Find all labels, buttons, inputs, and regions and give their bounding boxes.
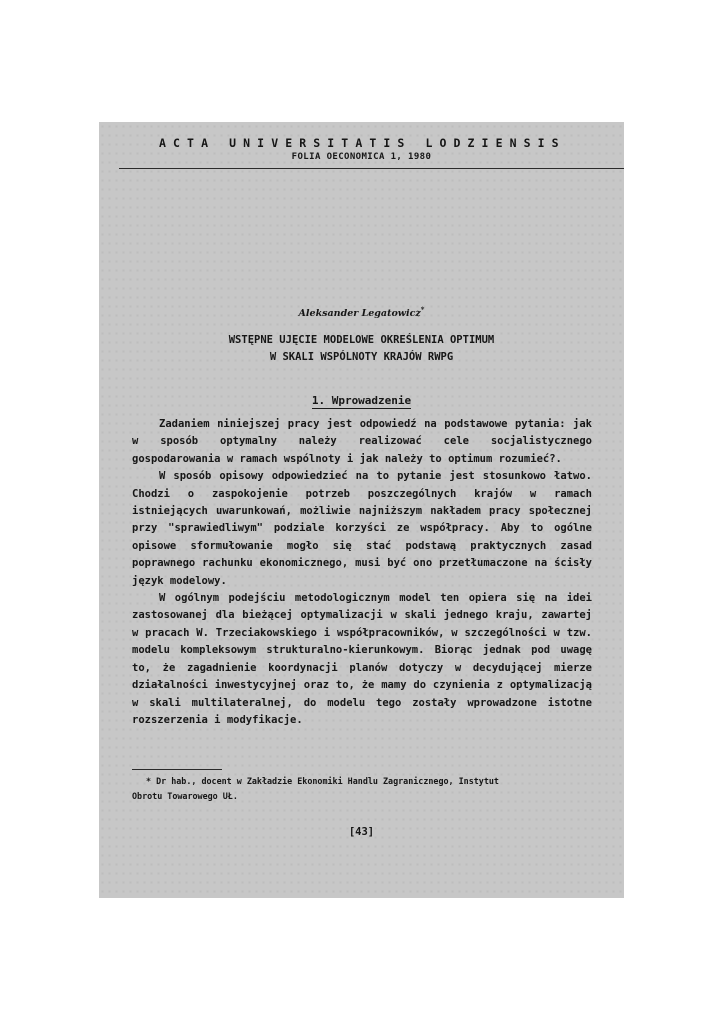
paragraph-1: Zadaniem niniejszej pracy jest odpowiedź na podstawowe pytania: jak w sposób optymalny należy realizować cele socjalistycznego gospodarowania w ramach wspólnoty i jak należy to optimum rozumieć?. xyxy=(132,418,592,465)
paragraph-2: W sposób opisowy odpowiedzieć na to pytanie jest stosunkowo łatwo. Chodzi o zaspokojenie potrzeb poszczególnych krajów w ramach istniejących uwarunkowań, możliwie najniższym nakładem pracy społecznej przy "sprawiedliwym" podziale korzyści ze współpracy. Aby to ogólne opisowe sformułowanie mogło się stać podstawą praktycznych zasad poprawnego rachunku ekonomicznego, musi być ono przetłumaczone na ścisły język modelowy. xyxy=(132,470,592,587)
footnote-line-1: * Dr hab., docent w Zakładzie Ekonomiki Handlu Zagranicznego, Instytut xyxy=(146,776,499,786)
footnote-line-2: Obrotu Towarowego UŁ. xyxy=(132,790,238,801)
footnote-rule xyxy=(132,769,222,770)
article-body xyxy=(132,416,592,729)
author-name: Aleksander Legatowicz xyxy=(298,308,421,320)
scanned-page xyxy=(99,122,624,898)
article-author xyxy=(99,305,624,319)
article-title-line-2: W SKALI WSPÓLNOTY KRAJÓW RWPG xyxy=(269,351,454,363)
page-number: [43] xyxy=(348,826,375,838)
header-rule xyxy=(119,168,624,169)
section-heading-text: 1. Wprowadzenie xyxy=(311,394,412,407)
journal-issue: FOLIA OECONOMICA 1, 1980 xyxy=(291,152,432,162)
footnote xyxy=(132,774,594,803)
journal-name: ACTA UNIVERSITATIS LODZIENSIS xyxy=(159,136,566,150)
section-heading xyxy=(99,394,624,407)
paragraph-3: W ogólnym podejściu metodologicznym model ten opiera się na idei zastosowanej dla bieżącej optymalizacji w skali jednego kraju, zawartej w pracach W. Trzeciakowskiego i współpracowników, w szczególności w tzw. modelu kompleksowym strukturalno-kierunkowym. Biorąc jednak pod uwagę to, że zagadnienie koordynacji planów dotyczy w decydującej mierze działalności inwestycyjnej oraz to, że mamy do czynienia z optymalizacją w skali multilateralnej, do modelu tego zostały wprowadzone istotne rozszerzenia i modyfikacje. xyxy=(132,592,592,726)
article-title-line-1: WSTĘPNE UJĘCIE MODELOWE OKREŚLENIA OPTIMUM xyxy=(228,334,495,346)
author-footnote-mark: * xyxy=(420,305,425,314)
